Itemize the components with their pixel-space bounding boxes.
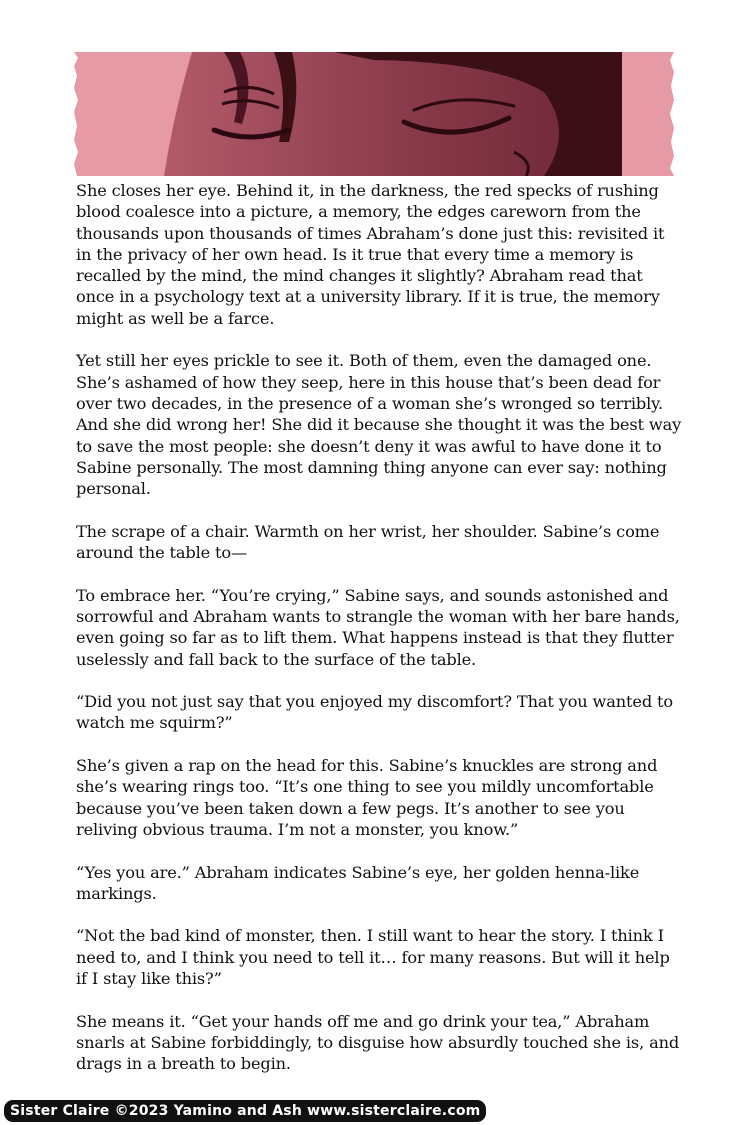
paragraph: To embrace her. “You’re crying,” Sabine says, and sounds astonished and sorrowful and Abraham wants to strangle the woman with her bare hands, even going so far as to lift them. What happens instead is that they flutter uselessly and fall back to the surface of the table. — [76, 585, 680, 669]
paragraph: “Yes you are.” Abraham indicates Sabine’s eye, her golden henna-like markings. — [76, 862, 640, 903]
header-illustration — [74, 52, 674, 176]
paragraph: Yet still her eyes prickle to see it. Both of them, even the damaged one. She’s ashamed of how they seep, here in this house that’s been dead for over two decades, in the presence of a woman she’s wronged so terribly. And she did wrong her! She did it because she thought it was the best way to save the most people: she doesn’t deny it was awful to have done it to Sabine personally. The most damning thing anyone can ever say: nothing personal. — [76, 351, 682, 499]
paragraph: She closes her eye. Behind it, in the darkness, the red specks of rushing blood coalesce into a picture, a memory, the edges careworn from the thousands upon thousands of times Abraham’s done just this: revisited it in the privacy of her own head. Is it true that every time a memory is recalled by the mind, the mind changes it slightly? Abraham read that once in a psychology text at a university library. If it is true, the memory might as well be a farce. — [76, 181, 665, 328]
story-text — [76, 180, 682, 1096]
copyright-footer: Sister Claire ©2023 Yamino and Ash www.sisterclaire.com — [4, 1100, 486, 1122]
paragraph: She means it. “Get your hands off me and go drink your tea,” Abraham snarls at Sabine forbiddingly, to disguise how absurdly touched she is, and drags in a breath to begin. — [76, 1011, 680, 1074]
paragraph: She’s given a rap on the head for this. Sabine’s knuckles are strong and she’s wearing rings too. “It’s one thing to see you mildly uncomfortable because you’ve been taken down a few pegs. It’s another to see you reliving obvious trauma. I’m not a monster, you know.” — [76, 756, 658, 839]
paragraph: “Did you not just say that you enjoyed my discomfort? That you wanted to watch me squirm?” — [76, 692, 673, 733]
paragraph: The scrape of a chair. Warmth on her wrist, her shoulder. Sabine’s come around the table to— — [76, 521, 660, 563]
paragraph: “Not the bad kind of monster, then. I still want to hear the story. I think I need to, and I think you need to tell it… for many reasons. But will it help if I stay like this?” — [76, 926, 670, 988]
